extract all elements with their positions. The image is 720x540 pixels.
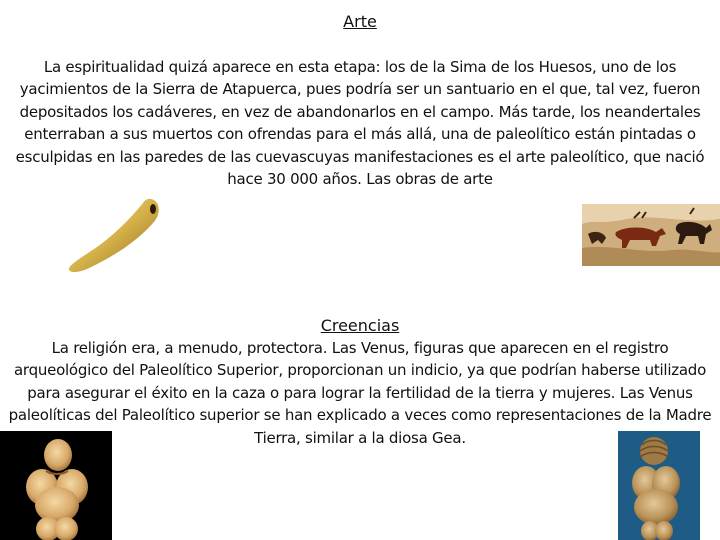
- venus-figurine-image-right: [618, 431, 700, 540]
- section-paragraph-creencias: La religión era, a menudo, protectora. Las Venus, figuras que aparecen en el registro arqueológico del Paleolítico Superior, proporcionan un indicio, ya que podrían haberse utilizado para asegurar el éxito en la caza o para lograr la fertilidad de la tierra y mujeres. Las Venus paleolíticas del Paleolítico superior se han explicado a veces como representaciones de la Madre Tierra, similar a la diosa Gea.: [8, 339, 712, 447]
- section-paragraph-arte: La espiritualidad quizá aparece en esta etapa: los de la Sima de los Huesos, uno de los yacimientos de la Sierra de Atapuerca, pues podría ser un santuario en el que, tal vez, fueron depositados los cadáveres, en vez de abandonarlos en el campo. Más tarde, los neandertales enterraban a sus muertos con ofrendas para el más allá, una de paleolítico están pintadas o esculpidas en las paredes de las cuevascuyas manifestaciones es el arte paleolítico, que nació hace 30 000 años. Las obras de arte: [15, 58, 705, 189]
- bone-tool-image: [67, 193, 162, 276]
- venus-figurine-image-left: [0, 431, 112, 540]
- section-title-arte: Arte: [343, 12, 377, 31]
- cave-painting-image: [582, 204, 720, 266]
- section-title-creencias: Creencias: [320, 316, 400, 335]
